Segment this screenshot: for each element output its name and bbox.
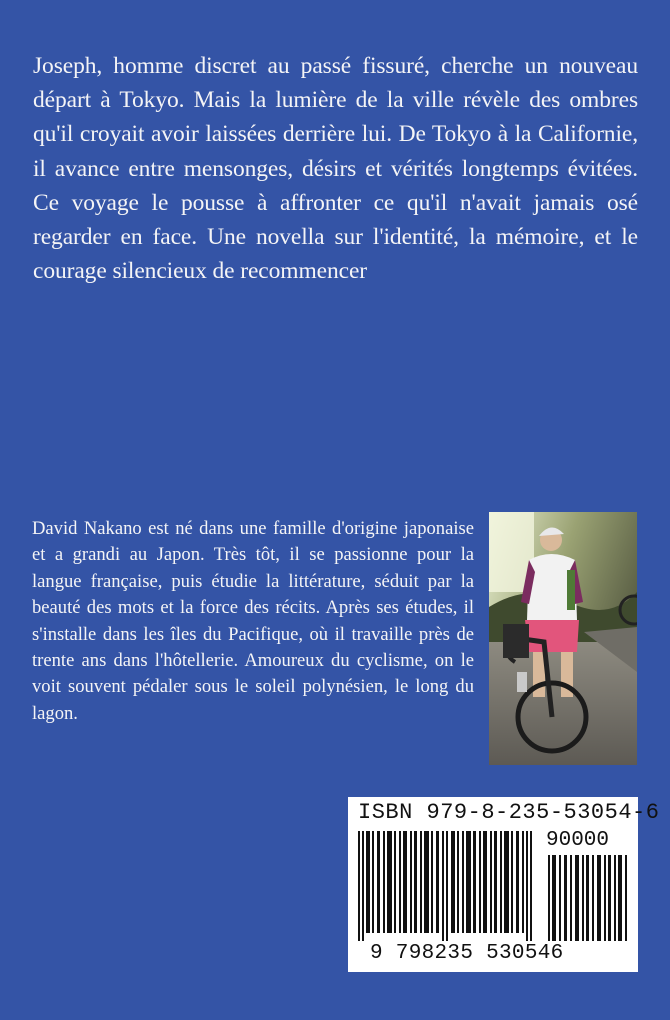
ean-digits: 9 798235 530546 <box>370 942 564 965</box>
main-barcode-bars <box>356 831 541 941</box>
addon-barcode-bars <box>546 855 630 941</box>
synopsis-text: Joseph, homme discret au passé fissuré, cherche un nouveau départ à Tokyo. Mais la lumière de la ville révèle des ombres qu'il croyait avoir laissées derrière lui. De Tokyo à la Californie, il avance entre mensonges, désirs et vérités longtemps évitées. Ce voyage le pousse à affronter ce qu'il n'avait jamais osé regarder en face. Une novella sur l'identité, la mémoire, et le courage silencieux de recommencer <box>33 53 638 285</box>
isbn-label: ISBN 979-8-235-53054-6 <box>358 800 660 825</box>
addon-code: 90000 <box>546 829 610 852</box>
author-bio: David Nakano est né dans une famille d'origine japonaise et a grandi au Japon. Très tôt, il se passionne pour la langue française, puis étudie la littérature, séduit par la beauté des mots et la force des récits. Après ses études, il s'installe dans les îles du Pacifique, où il travaille près de trente ans dans l'hôtellerie. Amoureux du cyclisme, on le voit souvent pédaler sous le soleil polynésien, le long du lagon. <box>32 518 474 724</box>
author-photo <box>489 512 637 765</box>
isbn-barcode <box>348 797 660 972</box>
